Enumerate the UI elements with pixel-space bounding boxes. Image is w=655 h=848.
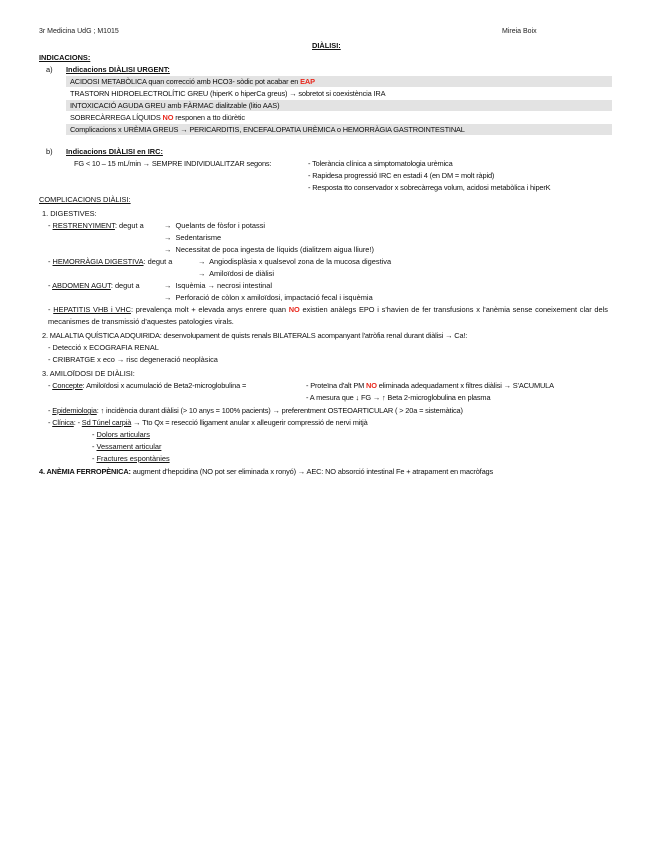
criteria-item: - Tolerància clínica a simptomatologia urèmica xyxy=(308,159,453,168)
epidemiologia-line: - Epidemiologia: ↑ incidència durant diàlisi (> 10 anys = 100% pacients) → preferentment OSTEOARTICULAR ( > 20a = sistemàtica) xyxy=(48,406,463,415)
abdomen-item: → Isquèmia → necrosi intestinal xyxy=(164,281,273,290)
amiloidosi-title: 3. AMILOÏDOSI DE DIÀLISI: xyxy=(42,369,135,378)
marker-b: b) xyxy=(46,147,53,156)
criteria-item: - Resposta tto conservador x sobrecàrrega volum, acidosi metabòlica i hiperK xyxy=(308,183,551,192)
restrenyiment-item: → Quelants de fòsfor i potassi xyxy=(164,221,266,230)
malaltia-line: 2. MALALTIA QUÍSTICA ADQUIRIDA: desenvolupament de quists renals BILATERALS acompanyant l'atròfia renal durant diàlisi → Ca!: xyxy=(42,331,468,340)
urgent-item-sobrecarrega: SOBRECÀRREGA LÍQUIDS NO responen a tto diürètic xyxy=(70,113,245,122)
restrenyiment-item: → Sedentarisme xyxy=(164,233,222,242)
urgent-item-complicacions: Complicacions x URÈMIA GREUS → PERICARDITIS, ENCEFALOPATIA URÈMICA o HEMORRÀGIA GASTROINTESTINAL xyxy=(70,125,465,134)
complicacions-heading: COMPLICACIONS DIÀLISI: xyxy=(39,195,131,204)
urgent-item-intoxicacio: INTOXICACIÓ AGUDA GREU amb FÀRMAC dialitzable (litio AAS) xyxy=(70,101,280,110)
hemorragia-item: → Amiloïdosi de diàlisi xyxy=(198,269,274,278)
clinica-item: - Vessament articular xyxy=(92,442,162,451)
hemorragia-item: → Angiodisplàsia x qualsevol zona de la mucosa digestiva xyxy=(198,257,392,266)
clinica-item: - Fractures espontànies xyxy=(92,454,170,463)
urgent-item-acidosi: ACIDOSI METABÒLICA quan correcció amb HCO3- sòdic pot acabar en EAP xyxy=(70,77,315,86)
clinica-line: - Clínica: - Sd Túnel carpià → Tto Qx = resecció lligament anular x alleugerir compressió de nervi mitjà xyxy=(48,418,368,427)
indicacions-heading: INDICACIONS: xyxy=(39,53,91,62)
concepte-line: - Concepte: Amiloïdosi x acumulació de Beta2-microglobulina = xyxy=(48,381,247,390)
red-highlight: NO xyxy=(162,113,174,122)
hemorragia-line: - HEMORRÀGIA DIGESTIVA: degut a xyxy=(48,257,173,266)
abdomen-item: → Perforació de còlon x amiloïdosi, impactació fecal i isquèmia xyxy=(164,293,373,302)
hepatitis-paragraph: - HEPATITIS VHB i VHC: prevalença molt + elevada anys enrere quan NO existien anàlegs EPO i s'havien de fer transfusions x l'anèmia sense coneixement clar dels mecanismes de transmissió d'aquestes patologies virals. xyxy=(48,305,608,326)
page-title: DIÀLISI: xyxy=(312,41,341,50)
abdomen-line: - ABDOMEN AGUT: degut a xyxy=(48,281,140,290)
malaltia-item: - CRIBRATGE x eco → risc degeneració neoplàsica xyxy=(48,355,218,364)
indicacions-irc-title: Indicacions DIÀLISI en IRC: xyxy=(66,147,163,156)
restrenyiment-line: - RESTRENYIMENT: degut a xyxy=(48,221,144,230)
red-highlight: NO xyxy=(288,305,300,314)
indicacions-urgent-title: Indicacions DIÀLISI URGENT: xyxy=(66,65,170,74)
header-right: Mireia Boix xyxy=(502,28,537,35)
concepte-point: - Proteïna d'alt PM NO eliminada adequadament x filtres diàlisi → S'ACUMULA xyxy=(306,381,554,390)
red-highlight: NO xyxy=(366,381,377,390)
criteria-item: - Rapidesa progressió IRC en estadi 4 (en DM = molt ràpid) xyxy=(308,171,495,180)
marker-a: a) xyxy=(46,65,53,74)
red-highlight: EAP xyxy=(300,77,315,86)
urgent-item-trastorn: TRASTORN HIDROELECTROLÍTIC GREU (hiperK o hiperCa greus) → sobretot si coexistència IRA xyxy=(70,89,386,98)
restrenyiment-item: → Necessitat de poca ingesta de líquids (dialitzem aigua lliure!) xyxy=(164,245,374,254)
clinica-item: - Dolors articulars xyxy=(92,430,150,439)
digestives-title: 1. DIGESTIVES: xyxy=(42,209,97,218)
malaltia-item: - Detecció x ECOGRAFIA RENAL xyxy=(48,343,159,352)
anemia-line: 4. ANÈMIA FERROPÈNICA: augment d'hepcidina (NO pot ser eliminada x ronyó) → AEC: NO absorció intestinal Fe + atrapament en macròfags xyxy=(39,467,494,476)
concepte-point: - A mesura que ↓ FG → ↑ Beta 2-microglobulina en plasma xyxy=(306,393,491,402)
fg-criteria: FG < 10 – 15 mL/min → SEMPRE INDIVIDUALITZAR segons: xyxy=(74,159,272,168)
header-left: 3r Medicina UdG ; M1015 xyxy=(39,28,119,35)
